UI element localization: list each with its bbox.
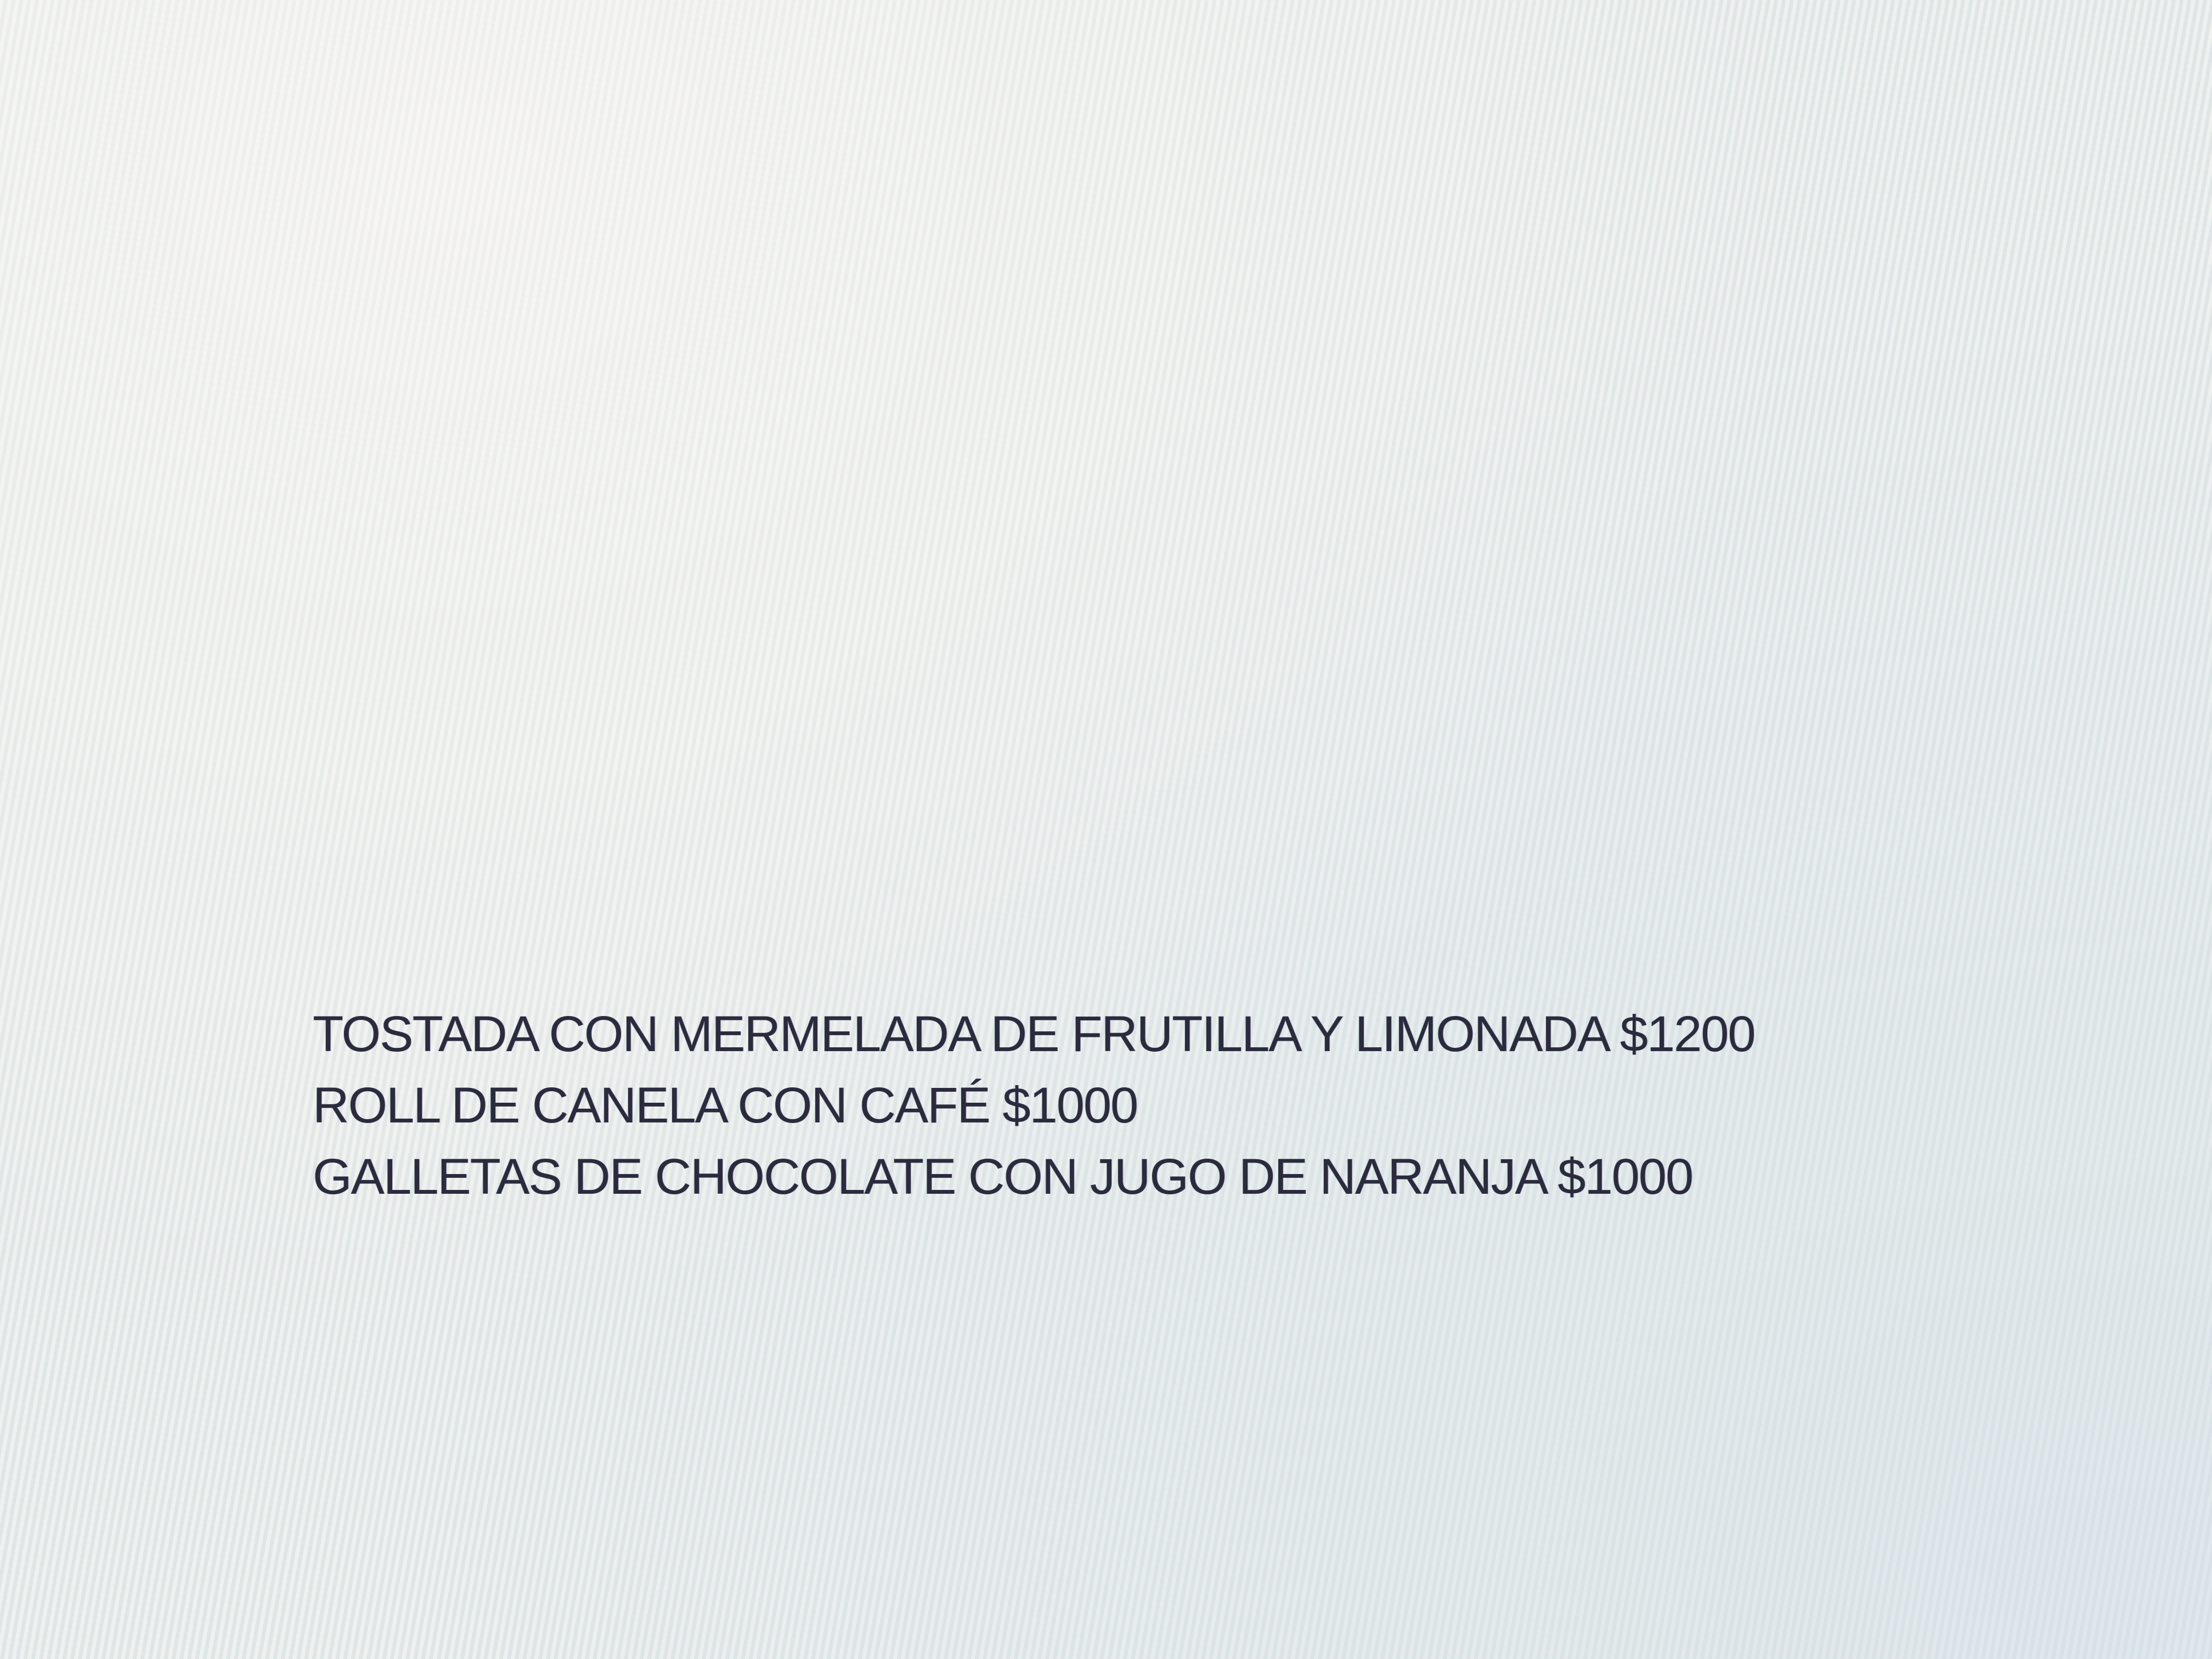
menu-item-galletas: GALLETAS DE CHOCOLATE CON JUGO DE NARANJA $1000	[313, 1149, 1693, 1205]
menu-item-roll-de-canela: ROLL DE CANELA CON CAFÉ $1000	[313, 1077, 1138, 1133]
menu-list	[313, 998, 2013, 1212]
menu-item-tostada: TOSTADA CON MERMELADA DE FRUTILLA Y LIMONADA $1200	[313, 1006, 1755, 1062]
